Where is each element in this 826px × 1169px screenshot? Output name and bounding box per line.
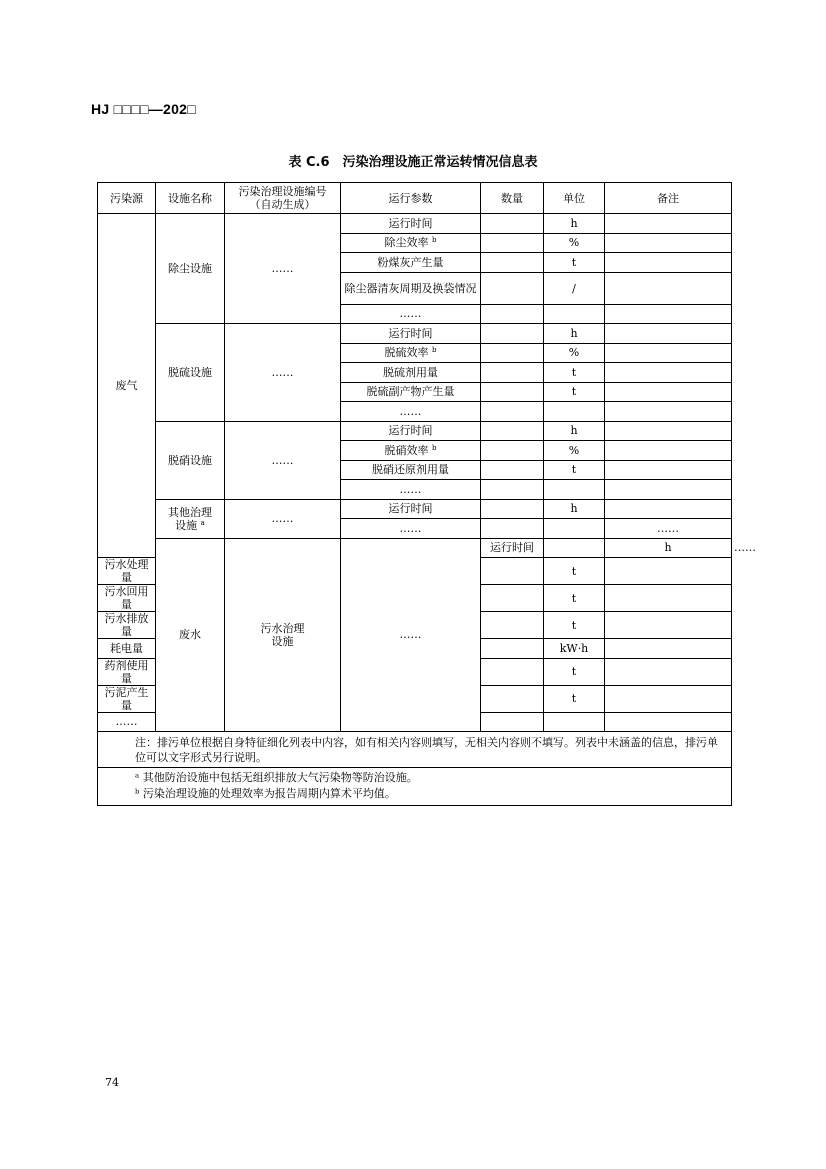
footnote-row [98, 768, 732, 806]
quantity-cell [481, 324, 544, 344]
remark-cell [605, 272, 732, 304]
remark-cell [605, 233, 732, 253]
remark-cell [605, 343, 732, 363]
footnote-marker-b: b [432, 346, 437, 355]
unit-cell: h [544, 324, 605, 344]
param-cell: 除尘器清灰周期及换袋情况 [341, 272, 481, 304]
facility-dust: 除尘设施 [156, 214, 225, 324]
param-cell: 污泥产生量 [98, 685, 156, 712]
quantity-cell [481, 304, 544, 324]
table-title: 表 C.6 污染治理设施正常运转情况信息表 [288, 155, 538, 170]
unit-cell: t [544, 612, 605, 639]
quantity-cell [481, 233, 544, 253]
facility-other-line1: 其他治理 [168, 505, 212, 519]
footnote-marker-b: b [432, 443, 437, 452]
facility-id-cell: …… [225, 499, 341, 538]
unit-cell: h [544, 499, 605, 519]
remark-cell [605, 402, 732, 422]
param-cell: 运行时间 [341, 324, 481, 344]
remark-cell [605, 253, 732, 273]
quantity-cell [481, 421, 544, 441]
facility-water [225, 538, 341, 732]
page-number: 74 [105, 1076, 119, 1089]
param-cell: …… [98, 712, 156, 732]
source-waste-water: 废水 [156, 538, 225, 732]
footnote-marker-a: a [200, 518, 205, 527]
param-cell: 污水处理量 [98, 558, 156, 585]
unit-cell: h [605, 538, 732, 558]
param-cell [341, 233, 481, 253]
quantity-cell [481, 585, 544, 612]
note-row [98, 732, 732, 768]
quantity-cell [481, 402, 544, 422]
table-row: 废水 污水治理 设施 …… 运行时间 h …… [98, 538, 732, 558]
facility-id-cell: …… [225, 421, 341, 499]
table-row [98, 324, 732, 344]
facility-denitr: 脱硝设施 [156, 421, 225, 499]
remark-cell [605, 685, 732, 712]
quantity-cell [481, 363, 544, 383]
table-row [98, 214, 732, 234]
unit-cell: / [544, 272, 605, 304]
facility-water-line1: 污水治理 [260, 621, 305, 635]
quantity-cell [481, 685, 544, 712]
unit-cell: h [544, 421, 605, 441]
remark-cell [605, 441, 732, 461]
param-cell: …… [341, 304, 481, 324]
unit-cell [544, 712, 605, 732]
unit-cell: t [544, 253, 605, 273]
param-cell: 脱硝还原剂用量 [341, 460, 481, 480]
quantity-cell [481, 214, 544, 234]
param-cell: 粉煤灰产生量 [341, 253, 481, 273]
quantity-cell [481, 253, 544, 273]
remark-cell [605, 382, 732, 402]
remark-cell [605, 480, 732, 500]
facility-id-cell: …… [341, 538, 481, 732]
col-header-quantity: 数量 [481, 183, 544, 214]
table-footnotes [98, 768, 732, 806]
param-cell: …… [341, 480, 481, 500]
facility-id-cell: …… [225, 214, 341, 324]
facility-water-line2: 设施 [271, 634, 294, 648]
remark-cell [605, 612, 732, 639]
unit-cell: % [544, 343, 605, 363]
col-header-param: 运行参数 [341, 183, 481, 214]
remark-cell [605, 558, 732, 585]
quantity-cell [481, 460, 544, 480]
facility-id-cell: …… [225, 324, 341, 422]
footnote-marker-b: b [432, 236, 437, 245]
footnote-a: ᵃ 其他防治设施中包括无组织排放大气污染物等防治设施。 [135, 771, 418, 784]
remark-cell [605, 324, 732, 344]
param-cell: 脱硫副产物产生量 [341, 382, 481, 402]
unit-cell: % [544, 441, 605, 461]
remark-cell [605, 304, 732, 324]
col-header-facility: 设施名称 [156, 183, 225, 214]
unit-cell: h [544, 214, 605, 234]
facility-desulf: 脱硫设施 [156, 324, 225, 422]
unit-cell [544, 304, 605, 324]
param-cell [341, 343, 481, 363]
param-cell: 运行时间 [481, 538, 544, 558]
param-text: 脱硫效率 [384, 346, 429, 360]
quantity-cell [481, 272, 544, 304]
param-cell [341, 441, 481, 461]
table-header-row [98, 183, 732, 214]
param-cell: 耗电量 [98, 639, 156, 659]
remark-cell [605, 499, 732, 519]
standard-code-header: HJ □□□□—202□ [91, 101, 197, 117]
param-cell: 运行时间 [341, 499, 481, 519]
remark-cell [605, 363, 732, 383]
unit-cell: % [544, 233, 605, 253]
remark-cell [605, 585, 732, 612]
unit-cell: t [544, 382, 605, 402]
unit-cell: t [544, 585, 605, 612]
quantity-cell [481, 382, 544, 402]
unit-cell: t [544, 558, 605, 585]
col-header-facility-id-line2: （自动生成） [249, 198, 316, 211]
table-row [98, 421, 732, 441]
col-header-facility-id-line1: 污染治理设施编号 [238, 185, 327, 198]
unit-cell: t [544, 363, 605, 383]
param-cell: 污水回用量 [98, 585, 156, 612]
quantity-cell [481, 712, 544, 732]
quantity-cell [481, 480, 544, 500]
footnote-b: ᵇ 污染治理设施的处理效率为报告周期内算术平均值。 [135, 787, 396, 800]
facility-other-line2: 设施 [175, 518, 198, 532]
quantity-cell [481, 519, 544, 539]
quantity-cell [481, 343, 544, 363]
table-row [98, 499, 732, 519]
unit-cell: t [544, 685, 605, 712]
remark-cell [605, 658, 732, 685]
param-cell: 药剂使用量 [98, 658, 156, 685]
unit-cell [544, 402, 605, 422]
param-cell: …… [341, 402, 481, 422]
param-cell: 运行时间 [341, 214, 481, 234]
source-waste-gas: 废气 [98, 214, 156, 558]
remark-cell [605, 214, 732, 234]
unit-cell [544, 519, 605, 539]
unit-cell [544, 480, 605, 500]
quantity-cell [481, 441, 544, 461]
quantity-cell [544, 538, 605, 558]
remark-cell [605, 639, 732, 659]
table-note: 注：排污单位根据自身特征细化列表中内容，如有相关内容则填写，无相关内容则不填写。列表中未涵盖的信息，排污单位可以文字形式另行说明。 [98, 732, 732, 768]
facility-operation-table [97, 182, 756, 806]
param-text: 脱硝效率 [384, 443, 429, 457]
remark-cell [605, 421, 732, 441]
unit-cell: t [544, 460, 605, 480]
unit-cell: t [544, 658, 605, 685]
param-cell: 污水排放量 [98, 612, 156, 639]
col-header-facility-id [225, 183, 341, 214]
quantity-cell [481, 558, 544, 585]
facility-other [156, 499, 225, 538]
quantity-cell [481, 612, 544, 639]
quantity-cell [481, 639, 544, 659]
param-text: 除尘效率 [384, 236, 429, 250]
unit-cell: kW·h [544, 639, 605, 659]
param-cell: 运行时间 [341, 421, 481, 441]
remark-cell [605, 460, 732, 480]
param-cell: 脱硫剂用量 [341, 363, 481, 383]
quantity-cell [481, 499, 544, 519]
col-header-unit: 单位 [544, 183, 605, 214]
col-header-remark: 备注 [605, 183, 732, 214]
remark-cell: …… [605, 519, 732, 539]
quantity-cell [481, 658, 544, 685]
param-cell: …… [341, 519, 481, 539]
col-header-source: 污染源 [98, 183, 156, 214]
remark-cell [605, 712, 732, 732]
